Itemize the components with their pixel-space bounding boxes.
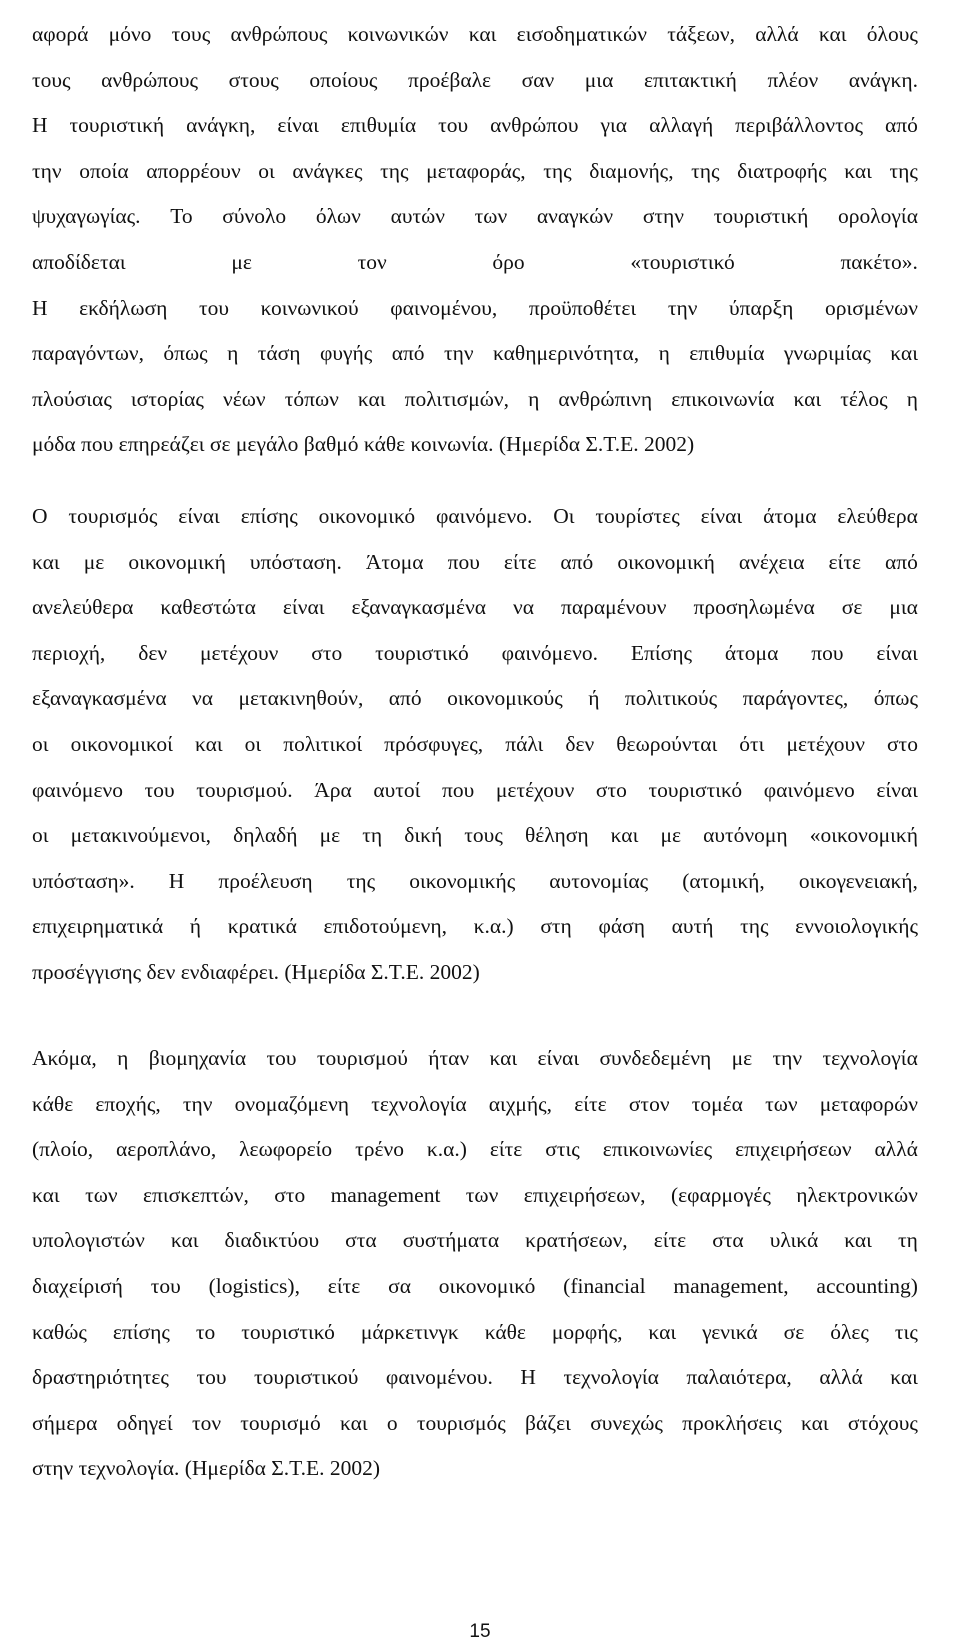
text-line: οι οικονομικοί και οι πολιτικοί πρόσφυγες, πάλι δεν θεωρούνται ότι μετέχουν στο: [32, 732, 918, 756]
text-line: ψυχαγωγίας. Το σύνολο όλων αυτών των αναγκών στην τουριστική ορολογία: [32, 204, 918, 229]
text-line: υπόσταση». Η προέλευση της οικονομικής αυτονομίας (ατομική, οικογενειακή,: [32, 868, 918, 893]
text-line: προσέγγισης δεν ενδιαφέρει. (Ημερίδα Σ.Τ.Ε. 2002): [32, 960, 480, 984]
text-line: φαινόμενο του τουρισμού. Άρα αυτοί που μετέχουν στο τουριστικό φαινόμενο είναι: [32, 777, 918, 802]
text-line: υπολογιστών και διαδικτύου στα συστήματα κρατήσεων, είτε στα υλικά και τη: [32, 1228, 918, 1253]
text-line: οι μετακινούμενοι, δηλαδή με τη δική τους θέληση και με αυτόνομη «οικονομική: [32, 823, 918, 848]
text-line: διαχείρισή του (logistics), είτε σα οικονομικό (financial management, accounting): [32, 1274, 918, 1298]
text-line: αφορά μόνο τους ανθρώπους κοινωνικών και εισοδηματικών τάξεων, αλλά και όλους: [32, 22, 918, 46]
text-line: παραγόντων, όπως η τάση φυγής από την καθημερινότητα, η επιθυμία γνωριμίας και: [32, 341, 918, 366]
text-line: κάθε εποχής, την ονομαζόμενη τεχνολογία αιχμής, είτε στον τομέα των μεταφορών: [32, 1091, 918, 1116]
text-line: μόδα που επηρεάζει σε μεγάλο βαθμό κάθε κοινωνία. (Ημερίδα Σ.Τ.Ε. 2002): [32, 432, 695, 457]
text-line: δραστηριότητες του τουριστικού φαινομένου. Η τεχνολογία παλαιότερα, αλλά και: [32, 1365, 918, 1390]
text-line: και των επισκεπτών, στο management των επιχειρήσεων, (εφαρμογές ηλεκτρονικών: [32, 1182, 918, 1207]
text-line: ανελεύθερα καθεστώτα είναι εξαναγκασμένα να παραμένουν προσηλωμένα σε μια: [32, 595, 918, 620]
text-line: σήμερα οδηγεί τον τουρισμό και ο τουρισμός βάζει συνεχώς προκλήσεις και στόχους: [32, 1410, 918, 1435]
text-line: Ο τουρισμός είναι επίσης οικονομικό φαινόμενο. Οι τουρίστες είναι άτομα ελεύθερα: [32, 504, 918, 528]
text-line: και με οικονομική υπόσταση. Άτομα που είτε από οικονομική ανέχεια είτε από: [32, 549, 918, 574]
text-line: τους ανθρώπους στους οποίους προέβαλε σαν μια επιτακτική πλέον ανάγκη.: [32, 67, 918, 92]
page-number: 15: [469, 1621, 491, 1642]
text-line: εξαναγκασμένα να μετακινηθούν, από οικονομικούς ή πολιτικούς παράγοντες, όπως: [32, 686, 918, 711]
text-line: αποδίδεται με τον όρο «τουριστικό πακέτο».: [32, 250, 918, 274]
text-line: καθώς επίσης το τουριστικό μάρκετινγκ κάθε μορφής, και γενικά σε όλες τις: [32, 1319, 918, 1344]
text-line: στην τεχνολογία. (Ημερίδα Σ.Τ.Ε. 2002): [32, 1456, 381, 1481]
text-line: Ακόμα, η βιομηχανία του τουρισμού ήταν και είναι συνδεδεμένη με την τεχνολογία: [32, 1046, 918, 1070]
text-line: Η τουριστική ανάγκη, είναι επιθυμία του ανθρώπου για αλλαγή περιβάλλοντος από: [32, 113, 918, 138]
text-line: (πλοίο, αεροπλάνο, λεωφορείο τρένο κ.α.) είτε στις επικοινωνίες επιχειρήσεων αλλά: [32, 1137, 918, 1162]
text-line: περιοχή, δεν μετέχουν στο τουριστικό φαινόμενο. Επίσης άτομα που είναι: [32, 640, 918, 665]
text-line: πλούσιας ιστορίας νέων τόπων και πολιτισμών, η ανθρώπινη επικοινωνία και τέλος η: [32, 386, 918, 411]
text-line: επιχειρηματικά ή κρατικά επιδοτούμενη, κ.α.) στη φάση αυτή της εννοιολογικής: [32, 914, 918, 939]
text-line: την οποία απορρέουν οι ανάγκες της μεταφοράς, της διαμονής, της διατροφής και της: [32, 158, 918, 183]
text-line: Η εκδήλωση του κοινωνικού φαινομένου, προϋποθέτει την ύπαρξη ορισμένων: [32, 295, 918, 320]
